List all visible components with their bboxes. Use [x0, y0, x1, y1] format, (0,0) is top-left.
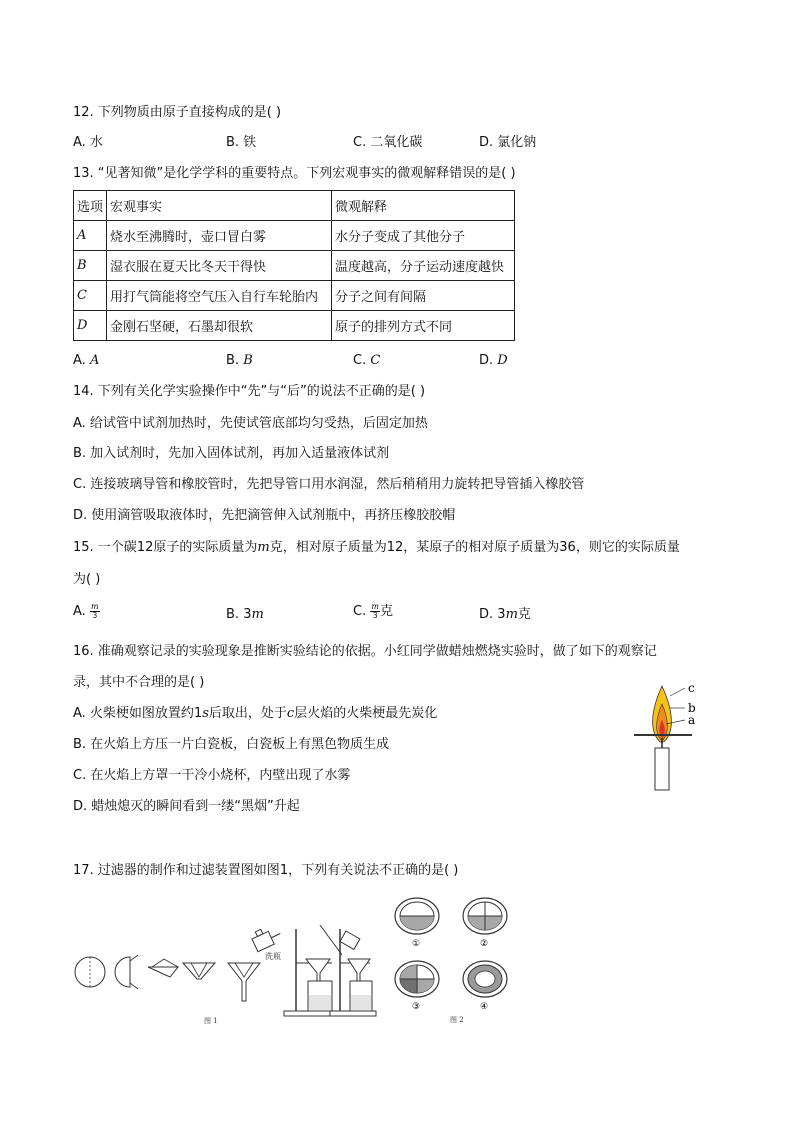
number-12: 12 [386, 540, 404, 555]
number-12: 12 [136, 540, 154, 555]
q17-stem [73, 862, 458, 880]
table-cell-explanation: 水分子变成了其他分子 [332, 221, 515, 251]
q16-option-a [73, 705, 437, 723]
table-row [74, 221, 515, 251]
table-cell-fact: 金刚石坚硬，石墨却很软 [107, 311, 332, 341]
stem-text: 15. 一个碳 [73, 540, 137, 555]
table-cell-fact: 用打气筒能将空气压入自行车轮胎内 [107, 281, 332, 311]
option-value: C [370, 353, 381, 368]
stem-text: 原子的实际质量为 [153, 540, 258, 555]
stem-text: ，则它的实际质量 [575, 540, 680, 555]
number-36: 36 [559, 540, 576, 555]
flame-label-b: b [688, 701, 696, 715]
option-prefix: D. [479, 353, 498, 368]
stem-text: ，下列有关说法不正确的是( ) [288, 863, 459, 878]
table-row [74, 311, 515, 341]
q13-option-c [353, 352, 380, 370]
candle-flame-figure [630, 678, 710, 798]
flame-label-a: a [688, 713, 696, 727]
fraction [90, 603, 100, 620]
table-row [74, 281, 515, 311]
option-value: A [89, 353, 100, 368]
option-coefficient: 3 [243, 607, 252, 622]
q13-stem: 13. “见著知微”是化学学科的重要特点。下列宏观事实的微观解释错误的是( ) [73, 166, 516, 181]
layer-c: c [286, 706, 295, 721]
stem-text: 克，相对原子质量为 [269, 540, 387, 555]
option-value: D [497, 353, 508, 368]
unit-s: s [202, 706, 209, 721]
option-prefix: B. [226, 607, 244, 622]
q14-option-a: A. 给试管中试剂加热时，先使试管底部均匀受热，后固定加热 [73, 416, 428, 431]
table-cell-explanation: 温度越高，分子运动速度越快 [332, 251, 515, 281]
option-prefix: C. [353, 353, 371, 368]
table-cell-explanation: 原子的排列方式不同 [332, 311, 515, 341]
q15-stem [73, 539, 680, 557]
option-prefix: D. [479, 607, 498, 622]
fraction-denominator: 3 [92, 611, 98, 620]
q15-option-c [353, 603, 393, 621]
unit: 克 [517, 607, 531, 622]
q16-stem-line2: 录，其中不合理的是( ) [73, 675, 205, 690]
q15-option-d [479, 606, 531, 624]
variable-m: m [251, 607, 264, 622]
option-prefix: A. [73, 353, 90, 368]
figure-2-label-3: ③ [412, 1002, 421, 1012]
fraction-numerator: m [90, 602, 99, 611]
q15-stem-line2: 为( ) [73, 572, 101, 587]
table-header-cell: 宏观事实 [107, 191, 332, 221]
table-cell-explanation: 分子之间有间隔 [332, 281, 515, 311]
unit: 克 [379, 604, 393, 619]
fraction-denominator: 3 [372, 611, 378, 620]
filtration-figure-1 [70, 915, 380, 1030]
option-prefix: B. [226, 353, 244, 368]
table-cell-option: B [74, 251, 107, 281]
q13-table [73, 190, 515, 341]
table-header-cell: 选项 [74, 191, 107, 221]
fraction-numerator: m [371, 602, 379, 611]
q14-option-c: C. 连接玻璃导管和橡胶管时，先把导管口用水润湿，然后稍稍用力旋转把导管插入橡胶管 [73, 477, 585, 492]
figure-number: 1 [279, 863, 289, 878]
variable-m: m [257, 540, 270, 555]
table-header-row [74, 191, 515, 221]
q13-option-d [479, 352, 508, 370]
option-text: 层火焰的火柴梗最先炭化 [294, 706, 438, 721]
fraction [370, 603, 380, 620]
q12-option-c: C. 二氧化碳 [353, 135, 423, 150]
table-cell-option: A [74, 221, 107, 251]
figure-1-caption: 图 1 [204, 1017, 218, 1025]
option-prefix: C. [353, 604, 371, 619]
stem-text: 17. 过滤器的制作和过滤装置图如图 [73, 863, 280, 878]
q14-option-b: B. 加入试剂时，先加入固体试剂，再加入适量液体试剂 [73, 446, 390, 461]
option-prefix: A. [73, 604, 90, 619]
q14-stem: 14. 下列有关化学实验操作中“先”与“后”的说法不正确的是( ) [73, 384, 426, 399]
q16-option-b: B. 在火焰上方压一片白瓷板，白瓷板上有黑色物质生成 [73, 737, 390, 752]
q15-option-b [226, 606, 264, 624]
q16-option-d: D. 蜡烛熄灭的瞬间看到一缕“黑烟”升起 [73, 799, 300, 814]
option-text: A. 火柴梗如图放置约 [73, 706, 194, 721]
table-cell-option: C [74, 281, 107, 311]
table-cell-fact: 烧水至沸腾时，壶口冒白雾 [107, 221, 332, 251]
stem-text: ，某原子的相对原子质量为 [403, 540, 560, 555]
figure-2-label-4: ④ [480, 1002, 489, 1012]
variable-m: m [505, 607, 518, 622]
filter-paper-figure-2 [392, 892, 532, 1027]
q12-stem: 12. 下列物质由原子直接构成的是( ) [73, 105, 282, 120]
figure-2-label-1: ① [412, 939, 421, 949]
flame-label-c: c [688, 681, 695, 695]
q13-option-b [226, 352, 253, 370]
table-row [74, 251, 515, 281]
q16-stem: 16. 准确观察记录的实验现象是推断实验结论的依据。小红同学做蜡烛燃烧实验时，做了如下的观察记 [73, 644, 657, 659]
option-coefficient: 3 [497, 607, 506, 622]
wash-bottle-label: 洗瓶 [265, 952, 281, 961]
q12-option-d: D. 氯化钠 [479, 135, 537, 150]
q13-option-a [73, 352, 99, 370]
q12-option-b: B. 铁 [226, 135, 257, 150]
figure-2-label-2: ② [480, 939, 489, 949]
q15-option-a [73, 603, 100, 621]
figure-2-caption: 图 2 [450, 1016, 464, 1024]
q16-option-c: C. 在火焰上方罩一干冷小烧杯，内壁出现了水雾 [73, 768, 351, 783]
table-header-cell: 微观解释 [332, 191, 515, 221]
option-text: 后取出，处于 [208, 706, 287, 721]
option-value: B [243, 353, 253, 368]
number: 1 [193, 706, 203, 721]
table-cell-option: D [74, 311, 107, 341]
q12-option-a: A. 水 [73, 135, 103, 150]
table-cell-fact: 湿衣服在夏天比冬天干得快 [107, 251, 332, 281]
q14-option-d: D. 使用滴管吸取液体时，先把滴管伸入试剂瓶中，再挤压橡胶胶帽 [73, 508, 456, 523]
